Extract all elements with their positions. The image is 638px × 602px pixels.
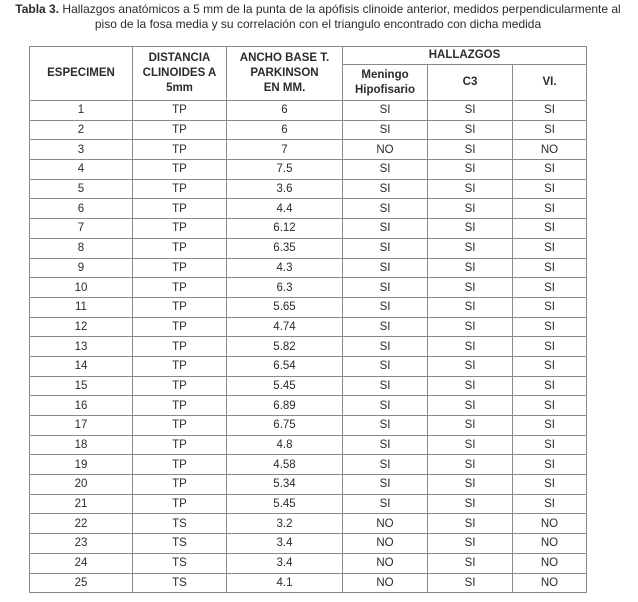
cell-meningo: SI — [343, 179, 428, 199]
cell-specimen: 11 — [30, 297, 133, 317]
cell-specimen: 17 — [30, 416, 133, 436]
cell-vi: SI — [513, 475, 587, 495]
cell-meningo: SI — [343, 258, 428, 278]
cell-width: 6.3 — [227, 278, 343, 298]
cell-meningo: SI — [343, 376, 428, 396]
cell-vi: SI — [513, 120, 587, 140]
cell-width: 6 — [227, 101, 343, 121]
cell-vi: SI — [513, 258, 587, 278]
cell-specimen: 3 — [30, 140, 133, 160]
cell-width: 3.6 — [227, 179, 343, 199]
cell-c3: SI — [428, 317, 513, 337]
cell-c3: SI — [428, 573, 513, 593]
cell-meningo: SI — [343, 199, 428, 219]
cell-meningo: SI — [343, 455, 428, 475]
cell-vi: SI — [513, 455, 587, 475]
table-row — [30, 179, 587, 199]
table-row — [30, 553, 587, 573]
cell-vi: NO — [513, 534, 587, 554]
cell-c3: SI — [428, 376, 513, 396]
cell-vi: SI — [513, 356, 587, 376]
table-row — [30, 396, 587, 416]
cell-specimen: 12 — [30, 317, 133, 337]
cell-c3: SI — [428, 101, 513, 121]
cell-meningo: NO — [343, 140, 428, 160]
cell-c3: SI — [428, 297, 513, 317]
table-row — [30, 356, 587, 376]
cell-width: 5.45 — [227, 494, 343, 514]
table-caption — [8, 2, 628, 32]
cell-specimen: 4 — [30, 160, 133, 180]
table-row — [30, 573, 587, 593]
cell-c3: SI — [428, 120, 513, 140]
cell-distance: TP — [133, 317, 227, 337]
cell-meningo: NO — [343, 573, 428, 593]
table-row — [30, 160, 587, 180]
cell-specimen: 8 — [30, 238, 133, 258]
cell-meningo: SI — [343, 396, 428, 416]
cell-meningo: SI — [343, 238, 428, 258]
cell-vi: SI — [513, 396, 587, 416]
cell-c3: SI — [428, 455, 513, 475]
cell-distance: TP — [133, 455, 227, 475]
cell-distance: TS — [133, 534, 227, 554]
cell-c3: SI — [428, 396, 513, 416]
cell-distance: TP — [133, 396, 227, 416]
cell-meningo: SI — [343, 101, 428, 121]
cell-specimen: 21 — [30, 494, 133, 514]
table-row — [30, 238, 587, 258]
table-body — [30, 101, 587, 593]
header-distance: DISTANCIA CLINOIDES A 5mm — [133, 47, 227, 101]
header-specimen: ESPECIMEN — [30, 47, 133, 101]
cell-distance: TP — [133, 199, 227, 219]
cell-meningo: NO — [343, 534, 428, 554]
cell-vi: SI — [513, 160, 587, 180]
cell-width: 4.4 — [227, 199, 343, 219]
cell-distance: TP — [133, 435, 227, 455]
table-row — [30, 337, 587, 357]
table-row — [30, 514, 587, 534]
cell-width: 7 — [227, 140, 343, 160]
cell-distance: TP — [133, 238, 227, 258]
table-row — [30, 278, 587, 298]
cell-vi: NO — [513, 553, 587, 573]
cell-width: 6.35 — [227, 238, 343, 258]
cell-vi: NO — [513, 573, 587, 593]
cell-distance: TP — [133, 297, 227, 317]
cell-meningo: SI — [343, 475, 428, 495]
cell-specimen: 25 — [30, 573, 133, 593]
findings-table — [29, 46, 587, 593]
caption-text-1: Hallazgos anatómicos a 5 mm de la punta de la apófisis clinoide anterior, medidos perpendicularmente al — [62, 2, 621, 16]
cell-width: 5.45 — [227, 376, 343, 396]
cell-specimen: 1 — [30, 101, 133, 121]
cell-width: 6 — [227, 120, 343, 140]
cell-meningo: SI — [343, 120, 428, 140]
cell-specimen: 19 — [30, 455, 133, 475]
cell-specimen: 5 — [30, 179, 133, 199]
cell-vi: SI — [513, 219, 587, 239]
cell-specimen: 18 — [30, 435, 133, 455]
cell-distance: TP — [133, 376, 227, 396]
cell-width: 4.8 — [227, 435, 343, 455]
cell-vi: SI — [513, 376, 587, 396]
cell-distance: TS — [133, 514, 227, 534]
cell-meningo: SI — [343, 337, 428, 357]
cell-vi: SI — [513, 297, 587, 317]
cell-specimen: 7 — [30, 219, 133, 239]
cell-width: 6.12 — [227, 219, 343, 239]
cell-specimen: 22 — [30, 514, 133, 534]
cell-vi: SI — [513, 337, 587, 357]
cell-c3: SI — [428, 238, 513, 258]
cell-vi: NO — [513, 140, 587, 160]
cell-meningo: SI — [343, 494, 428, 514]
cell-vi: SI — [513, 435, 587, 455]
cell-distance: TP — [133, 258, 227, 278]
caption-line-2: piso de la fosa media y su correlación con el triangulo encontrado con dicha medida — [94, 17, 542, 31]
table-row — [30, 140, 587, 160]
cell-c3: SI — [428, 140, 513, 160]
cell-meningo: SI — [343, 278, 428, 298]
cell-width: 6.89 — [227, 396, 343, 416]
cell-width: 3.4 — [227, 553, 343, 573]
header-meningo: Meningo Hipofisario — [343, 65, 428, 101]
table-row — [30, 120, 587, 140]
table-row — [30, 494, 587, 514]
cell-vi: NO — [513, 514, 587, 534]
cell-width: 3.2 — [227, 514, 343, 534]
cell-c3: SI — [428, 278, 513, 298]
cell-width: 7.5 — [227, 160, 343, 180]
cell-specimen: 13 — [30, 337, 133, 357]
cell-distance: TS — [133, 573, 227, 593]
cell-vi: SI — [513, 416, 587, 436]
cell-specimen: 10 — [30, 278, 133, 298]
cell-specimen: 23 — [30, 534, 133, 554]
table-row — [30, 317, 587, 337]
table-row — [30, 455, 587, 475]
cell-width: 5.82 — [227, 337, 343, 357]
cell-meningo: SI — [343, 160, 428, 180]
cell-c3: SI — [428, 416, 513, 436]
cell-distance: TP — [133, 278, 227, 298]
table-row — [30, 199, 587, 219]
cell-c3: SI — [428, 553, 513, 573]
cell-c3: SI — [428, 494, 513, 514]
cell-specimen: 24 — [30, 553, 133, 573]
cell-meningo: NO — [343, 553, 428, 573]
cell-width: 4.58 — [227, 455, 343, 475]
table-row — [30, 258, 587, 278]
table-row — [30, 219, 587, 239]
header-findings: HALLAZGOS — [343, 47, 587, 65]
caption-line-1 — [8, 2, 628, 17]
cell-width: 5.65 — [227, 297, 343, 317]
table-row — [30, 475, 587, 495]
cell-width: 6.54 — [227, 356, 343, 376]
cell-meningo: SI — [343, 219, 428, 239]
table-row — [30, 297, 587, 317]
cell-vi: SI — [513, 179, 587, 199]
cell-vi: SI — [513, 278, 587, 298]
cell-width: 6.75 — [227, 416, 343, 436]
cell-vi: SI — [513, 101, 587, 121]
cell-width: 4.3 — [227, 258, 343, 278]
header-c3: C3 — [428, 65, 513, 101]
cell-meningo: SI — [343, 416, 428, 436]
table-row — [30, 435, 587, 455]
cell-vi: SI — [513, 199, 587, 219]
cell-c3: SI — [428, 534, 513, 554]
cell-c3: SI — [428, 435, 513, 455]
table-row — [30, 416, 587, 436]
cell-width: 5.34 — [227, 475, 343, 495]
cell-distance: TP — [133, 120, 227, 140]
cell-vi: SI — [513, 238, 587, 258]
cell-meningo: SI — [343, 317, 428, 337]
cell-meningo: SI — [343, 435, 428, 455]
cell-distance: TP — [133, 140, 227, 160]
cell-distance: TP — [133, 219, 227, 239]
cell-distance: TP — [133, 416, 227, 436]
cell-distance: TP — [133, 356, 227, 376]
cell-distance: TP — [133, 475, 227, 495]
cell-distance: TP — [133, 494, 227, 514]
cell-specimen: 9 — [30, 258, 133, 278]
cell-distance: TP — [133, 337, 227, 357]
cell-c3: SI — [428, 356, 513, 376]
cell-specimen: 16 — [30, 396, 133, 416]
cell-specimen: 6 — [30, 199, 133, 219]
table-row — [30, 534, 587, 554]
cell-distance: TP — [133, 160, 227, 180]
cell-meningo: NO — [343, 514, 428, 534]
cell-specimen: 20 — [30, 475, 133, 495]
cell-c3: SI — [428, 475, 513, 495]
caption-label: Tabla 3. — [15, 2, 60, 16]
cell-specimen: 15 — [30, 376, 133, 396]
cell-meningo: SI — [343, 297, 428, 317]
cell-meningo: SI — [343, 356, 428, 376]
header-vi: VI. — [513, 65, 587, 101]
cell-distance: TP — [133, 101, 227, 121]
table-row — [30, 101, 587, 121]
cell-width: 4.74 — [227, 317, 343, 337]
cell-specimen: 2 — [30, 120, 133, 140]
cell-c3: SI — [428, 160, 513, 180]
cell-c3: SI — [428, 514, 513, 534]
cell-c3: SI — [428, 179, 513, 199]
cell-c3: SI — [428, 199, 513, 219]
cell-width: 3.4 — [227, 534, 343, 554]
table-row — [30, 376, 587, 396]
cell-vi: SI — [513, 494, 587, 514]
cell-c3: SI — [428, 258, 513, 278]
cell-specimen: 14 — [30, 356, 133, 376]
cell-distance: TS — [133, 553, 227, 573]
cell-c3: SI — [428, 219, 513, 239]
cell-vi: SI — [513, 317, 587, 337]
cell-distance: TP — [133, 179, 227, 199]
header-width: ANCHO BASE T. PARKINSON EN MM. — [227, 47, 343, 101]
cell-width: 4.1 — [227, 573, 343, 593]
cell-c3: SI — [428, 337, 513, 357]
